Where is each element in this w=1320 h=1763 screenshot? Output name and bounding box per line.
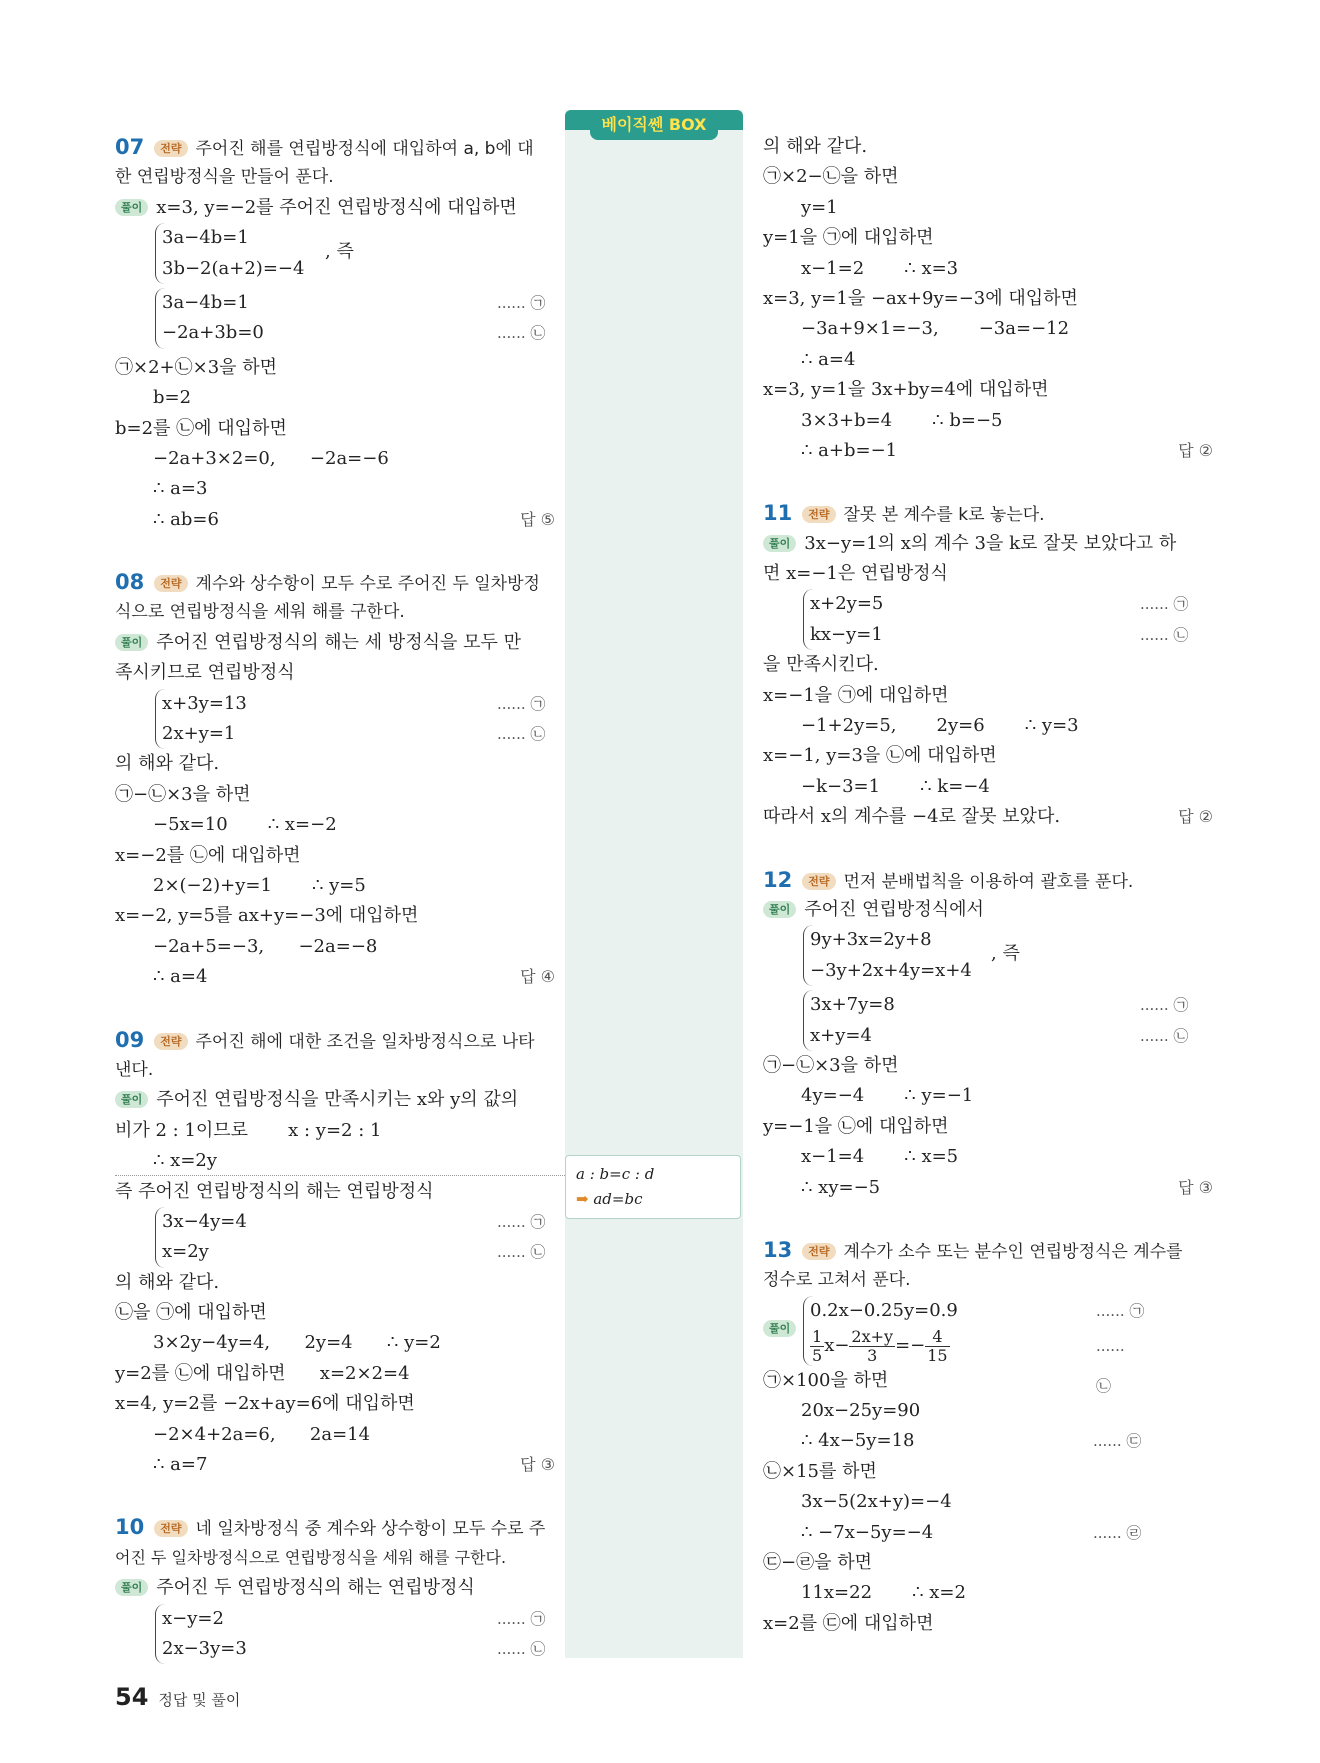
solution-line: ∴ x=2y: [153, 1150, 218, 1172]
equation-mark: ...... ㉡: [497, 324, 546, 343]
solution-line: −1+2y=5, 2y=6 ∴ y=3: [801, 715, 1079, 737]
solution-line: 3×3+b=4 ∴ b=−5: [801, 409, 1003, 431]
page-number: 54: [115, 1683, 149, 1711]
equation-mark: ...... ㉠: [497, 1609, 546, 1628]
problem-number: 12: [763, 867, 793, 892]
fraction-denominator: 5: [812, 1345, 823, 1365]
equation-part: =−: [895, 1335, 926, 1357]
equation: x+y=4: [810, 1024, 872, 1046]
equation-mark: ...... ㉢: [1093, 1432, 1142, 1451]
equation: kx−y=1: [810, 623, 883, 645]
equation: 2x−3y=3: [162, 1637, 247, 1659]
strategy-text: 네 일차방정식 중 계수와 상수항이 모두 수로 주: [195, 1519, 546, 1540]
system-block: [803, 990, 1213, 1051]
solution-line: x=3, y=−2를 주어진 연립방정식에 대입하면: [156, 196, 517, 218]
equation: −2a+3b=0: [162, 322, 264, 344]
equation: 9y+3x=2y+8: [810, 929, 932, 951]
formula-result-line: [576, 1187, 730, 1212]
solution-line: x=−1, y=3을 ㉡에 대입하면: [763, 745, 997, 767]
solution-line: y=1: [801, 196, 838, 218]
answer-badge: 답 ④: [520, 967, 555, 987]
solution-line: 따라서 x의 계수를 −4로 잘못 보았다.: [763, 806, 1061, 828]
solution-line: 의 해와 같다.: [115, 1271, 220, 1293]
solution-badge: 풀이: [763, 901, 796, 918]
solution-badge: 풀이: [763, 535, 796, 552]
solution-line: b=2: [153, 387, 192, 409]
solution-line: ㉠−㉡×3을 하면: [115, 783, 251, 805]
solution-line: x=−2, y=5를 ax+y=−3에 대입하면: [115, 905, 419, 927]
solution-badge: 풀이: [115, 634, 148, 651]
problem-11: [763, 498, 1213, 832]
basic-box-column: [565, 110, 743, 1658]
answer-badge: 답 ②: [1178, 807, 1213, 827]
solution-line: x=2를 ㉢에 대입하면: [763, 1612, 934, 1634]
solution-line: −k−3=1 ∴ k=−4: [801, 775, 990, 797]
solution-badge: 풀이: [115, 199, 148, 216]
solution-line: x=−2를 ㉡에 대입하면: [115, 844, 301, 866]
fraction-numerator: 2x+y: [851, 1326, 894, 1346]
solution-line: 20x−25y=90: [801, 1400, 921, 1422]
strategy-text: 잘못 본 계수를 k로 놓는다.: [843, 505, 1045, 526]
equation-mark: ...... ㉠: [1140, 996, 1189, 1015]
problem-number: 10: [115, 1515, 145, 1540]
equation: −3y+2x+4y=x+4: [810, 959, 972, 981]
system-block: [763, 925, 1213, 986]
page-footer: [115, 1683, 240, 1711]
equation-mark: ...... ㉠: [497, 1212, 546, 1231]
strategy-text: 계수와 상수항이 모두 수로 주어진 두 일차방정: [195, 574, 540, 595]
answer-badge: 답 ②: [1178, 440, 1213, 460]
equation: 3x+7y=8: [810, 994, 895, 1016]
solution-line: 주어진 연립방정식의 해는 세 방정식을 모두 만: [156, 631, 521, 653]
solution-line: 즉 주어진 연립방정식의 해는 연립방정식: [115, 1180, 434, 1202]
problem-number: 11: [763, 501, 793, 526]
solution-line: x=4, y=2를 −2x+ay=6에 대입하면: [115, 1393, 415, 1415]
fraction: [925, 1328, 949, 1365]
strategy-badge: 전략: [154, 575, 187, 592]
solution-line: 주어진 연립방정식을 만족시키는 x와 y의 값의: [156, 1089, 519, 1111]
answer-badge: 답 ⑤: [520, 509, 555, 529]
strategy-text: 정수로 고쳐서 푼다.: [763, 1270, 911, 1291]
fraction-numerator: 4: [925, 1328, 949, 1347]
equation-mark: ...... ㉡: [1140, 1026, 1189, 1045]
footer-label: 정답 및 풀이: [158, 1691, 241, 1709]
fraction-numerator: 1: [812, 1326, 823, 1346]
solution-line: ㉡×15를 하면: [763, 1460, 877, 1482]
strategy-badge: 전략: [154, 140, 187, 157]
solution-line: −3a+9×1=−3, −3a=−12: [801, 318, 1070, 340]
solution-line: −2a+3×2=0, −2a=−6: [153, 447, 389, 469]
equation: 3b−2(a+2)=−4: [162, 257, 305, 279]
solution-line: y=−1을 ㉡에 대입하면: [763, 1115, 949, 1137]
solution-line: 11x=22 ∴ x=2: [801, 1582, 966, 1604]
equation-mark: ...... ㉠: [1140, 595, 1189, 614]
strategy-text: 한 연립방정식을 만들어 푼다.: [115, 167, 334, 188]
problem-13: [763, 1235, 1213, 1639]
fraction: [810, 1328, 824, 1365]
solution-line: ∴ a=4: [153, 966, 208, 988]
fraction: [849, 1328, 895, 1365]
problem-10: [115, 1512, 555, 1664]
system-block: [115, 223, 555, 284]
solution-line: 2×(−2)+y=1 ∴ y=5: [153, 874, 366, 896]
solution-line: −5x=10 ∴ x=−2: [153, 814, 337, 836]
solution-line: ㉠×2+㉡×3을 하면: [115, 356, 278, 378]
solution-line: ∴ a+b=−1: [801, 439, 898, 461]
solution-line: x=3, y=1을 3x+by=4에 대입하면: [763, 379, 1049, 401]
problem-number: 13: [763, 1237, 793, 1262]
problem-07: [115, 132, 555, 535]
equation-part: x−: [824, 1335, 850, 1357]
strategy-text: 식으로 연립방정식을 세워 해를 구한다.: [115, 602, 405, 623]
system-block: [155, 1604, 555, 1665]
problem-number: 08: [115, 570, 145, 595]
strategy-badge: 전략: [802, 506, 835, 523]
strategy-text: 계수가 소수 또는 분수인 연립방정식은 계수를: [843, 1241, 1183, 1262]
equation: x+2y=5: [810, 593, 884, 615]
problem-08: [115, 567, 555, 992]
solution-line: ∴ 4x−5y=18: [801, 1430, 915, 1452]
system-block: [155, 1207, 555, 1268]
right-column: [763, 132, 1213, 1639]
strategy-badge: 전략: [154, 1033, 187, 1050]
solution-line: ∴ xy=−5: [801, 1176, 881, 1198]
equation-mark: ...... ㉡: [1140, 625, 1189, 644]
solution-badge: 풀이: [115, 1091, 148, 1108]
formula-proportion: a : b=c : d: [576, 1165, 655, 1183]
strategy-badge: 전략: [802, 873, 835, 890]
system-block: [155, 288, 555, 349]
strategy-text: 주어진 해를 연립방정식에 대입하여 a, b에 대: [195, 139, 534, 159]
strategy-text: 주어진 해에 대한 조건을 일차방정식으로 나타: [195, 1031, 535, 1052]
equation-mark: ...... ㉠: [497, 694, 546, 713]
equation: 3a−4b=1: [162, 291, 249, 313]
equation-mark: ...... ㉡: [497, 725, 546, 744]
strategy-text: 낸다.: [115, 1059, 154, 1080]
problem-number: 07: [115, 135, 145, 159]
equation-mark: ...... ㉡: [1096, 1337, 1125, 1396]
solution-line: −2×4+2a=6, 2a=14: [153, 1423, 371, 1445]
solution-line: ㉡을 ㉠에 대입하면: [115, 1302, 267, 1324]
solution-line: ∴ a=7: [153, 1454, 208, 1476]
answer-badge: 답 ③: [520, 1455, 555, 1475]
strategy-badge: 전략: [154, 1520, 187, 1537]
fraction-denominator: 3: [867, 1345, 878, 1365]
solution-line: 의 해와 같다.: [763, 136, 868, 157]
connector-text: , 즉: [325, 241, 354, 263]
strategy-text: 어진 두 일차방정식으로 연립방정식을 세워 해를 구한다.: [115, 1547, 507, 1567]
solution-line: ㉠×100을 하면: [763, 1369, 889, 1391]
solution-line: x=−1을 ㉠에 대입하면: [763, 684, 949, 706]
fraction-denominator: 15: [927, 1345, 948, 1365]
system-block: [803, 589, 1213, 650]
solution-line: ㉠−㉡×3을 하면: [763, 1054, 899, 1076]
solution-badge: 풀이: [115, 1579, 148, 1596]
equation-mark: ...... ㉡: [497, 1243, 546, 1262]
solution-line: 3x−5(2x+y)=−4: [801, 1491, 952, 1513]
problem-09: [115, 1025, 555, 1481]
solution-line: ∴ ab=6: [153, 508, 219, 530]
solution-line: 을 만족시킨다.: [763, 654, 879, 676]
solution-line: 3x−y=1의 x의 계수 3을 k로 잘못 보았다고 하: [804, 532, 1177, 554]
equation: 3x−4y=4: [162, 1210, 247, 1232]
solution-badge: 풀이: [763, 1320, 796, 1337]
solution-line: ∴ −7x−5y=−4: [801, 1521, 934, 1543]
solution-line: b=2를 ㉡에 대입하면: [115, 417, 287, 439]
formula-product: ad=bc: [593, 1190, 643, 1208]
solution-line: 주어진 두 연립방정식의 해는 연립방정식: [156, 1577, 475, 1599]
left-column: [115, 132, 555, 1664]
solution-line: 면 x=−1은 연립방정식: [763, 563, 948, 585]
box-title: 베이직쎈 BOX: [590, 110, 718, 140]
solution-line: ∴ a=3: [153, 478, 208, 500]
problem-number: 09: [115, 1027, 145, 1052]
solution-line: 비가 2 : 1이므로 x : y=2 : 1: [115, 1119, 382, 1141]
equation-mark: ...... ㉠: [1096, 1301, 1145, 1320]
equation-mark: ...... ㉡: [497, 1639, 546, 1658]
solution-line: 3×2y−4y=4, 2y=4 ∴ y=2: [153, 1332, 441, 1354]
equation: x=2y: [162, 1241, 209, 1263]
strategy-text: 먼저 분배법칙을 이용하여 괄호를 푼다.: [843, 871, 1134, 892]
solution-line: x−1=4 ∴ x=5: [801, 1146, 959, 1168]
arrow-right-icon: ➡: [576, 1190, 589, 1208]
equation: x+3y=13: [162, 692, 247, 714]
solution-line: y=1을 ㉠에 대입하면: [763, 227, 934, 249]
solution-line: 족시키므로 연립방정식: [115, 662, 295, 684]
solution-line: x=3, y=1을 −ax+9y=−3에 대입하면: [763, 287, 1078, 309]
equation-mark: ...... ㉠: [497, 293, 546, 312]
equation: 2x+y=1: [162, 723, 236, 745]
formula-box: [565, 1155, 741, 1219]
solution-line: 의 해와 같다.: [115, 753, 220, 775]
solution-line: ㉠×2−㉡을 하면: [763, 166, 899, 188]
equation: x−y=2: [162, 1607, 224, 1629]
system-block: [155, 689, 555, 750]
solution-line: 주어진 연립방정식에서: [804, 898, 984, 920]
solution-line: y=2를 ㉡에 대입하면 x=2×2=4: [115, 1362, 410, 1384]
solution-line: x−1=2 ∴ x=3: [801, 257, 959, 279]
equation: 0.2x−0.25y=0.9: [810, 1299, 958, 1321]
solution-line: −2a+5=−3, −2a=−8: [153, 935, 378, 957]
equation-mark: ...... ㉣: [1093, 1523, 1142, 1542]
solution-line: 4y=−4 ∴ y=−1: [801, 1085, 974, 1107]
problem-12: [763, 865, 1213, 1203]
equation: 3a−4b=1: [162, 227, 249, 249]
solution-line: ㉢−㉣을 하면: [763, 1552, 872, 1574]
answer-badge: 답 ③: [1178, 1177, 1213, 1197]
strategy-badge: 전략: [802, 1243, 835, 1260]
problem-10-continued: [763, 132, 1213, 466]
connector-text: , 즉: [991, 943, 1020, 965]
solution-line: ∴ a=4: [801, 348, 856, 370]
